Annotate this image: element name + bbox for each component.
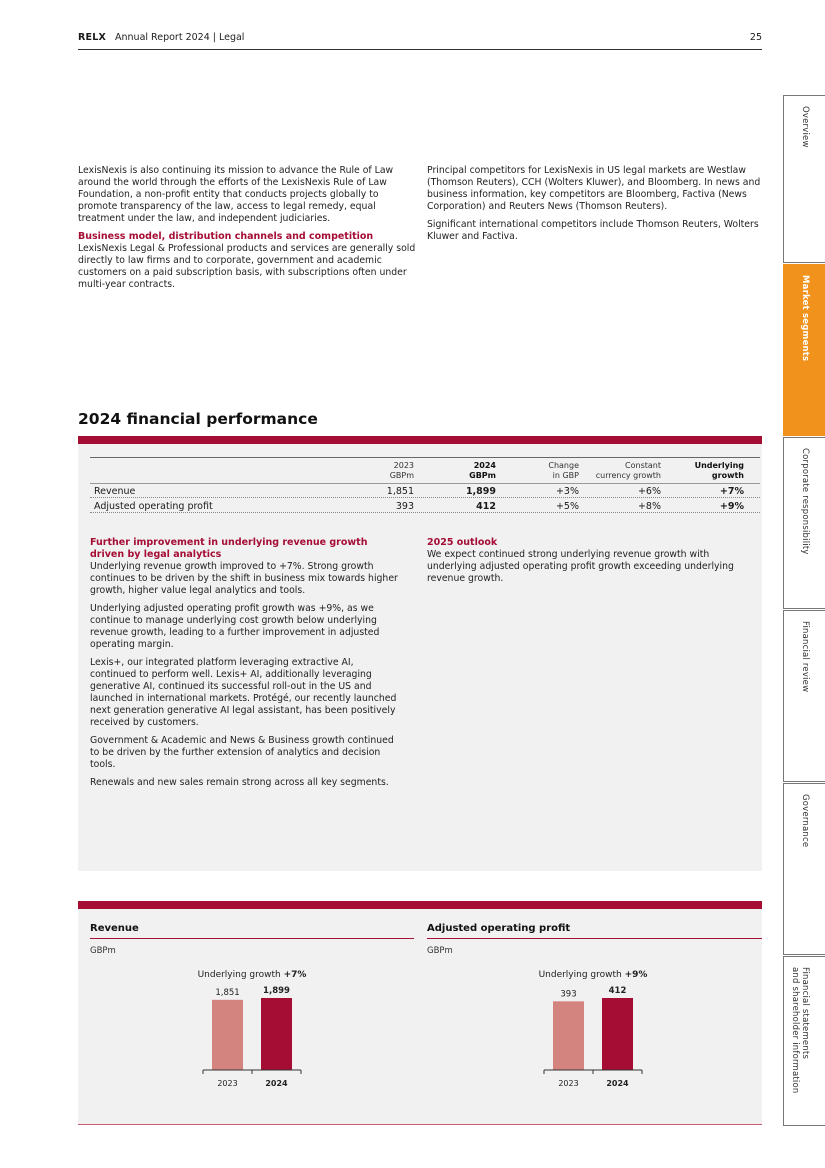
- section-title: 2024 financial performance: [78, 410, 318, 428]
- tab-financial-statements-line2: and shareholder information: [790, 967, 800, 1094]
- tab-governance[interactable]: [783, 783, 825, 955]
- tab-overview[interactable]: [783, 95, 825, 263]
- tab-financial-review[interactable]: [783, 610, 825, 782]
- tab-financial-statements-label: [790, 967, 810, 1093]
- cell-underlying: +7%: [719, 486, 744, 497]
- revenue-chart-unit: GBPm: [90, 946, 116, 956]
- col-constant-header: [596, 461, 661, 481]
- bar-2024: [602, 998, 633, 1070]
- tab-corporate-responsibility-label: Corporate responsibility: [799, 448, 810, 555]
- page-header: [78, 32, 762, 50]
- performance-commentary: [90, 537, 402, 789]
- outlook-heading: 2025 outlook: [427, 537, 498, 548]
- tab-governance-label: Governance: [799, 794, 810, 848]
- col-constant-header-l2: currency growth: [595, 471, 661, 480]
- commentary-paragraph: Underlying revenue growth improved to +7%. Strong growth continues to be driven by the shift in business mix towards higher growth, higher value legal analytics and tools.: [90, 561, 398, 596]
- tab-financial-statements[interactable]: [783, 956, 825, 1126]
- outlook-paragraph: We expect continued strong underlying revenue growth with underlying adjusted operating profit growth exceeding underlying revenue growth.: [427, 549, 734, 584]
- outlook-section: [427, 537, 737, 585]
- col-change-header-l1: Change: [548, 461, 579, 470]
- profit-chart: [427, 960, 762, 1095]
- category-label: 2023: [558, 1079, 579, 1088]
- bar-2023: [553, 1001, 584, 1070]
- page-number: 25: [749, 32, 762, 43]
- us-competitors-paragraph: Principal competitors for LexisNexis in US legal markets are Westlaw (Thomson Reuters), CCH (Wolters Kluwer), and Bloomberg. In news and business information, key competitors are Bloomberg, Factiva (News Corporation) and Reuters News (Thomson Reuters).: [427, 165, 761, 212]
- revenue-chart-title: Revenue: [90, 923, 139, 934]
- revenue-chart: [90, 960, 414, 1095]
- report-subtitle: Annual Report 2024 | Legal: [115, 32, 245, 43]
- category-label: 2024: [606, 1079, 629, 1088]
- business-model-paragraph: LexisNexis Legal & Professional products and services are generally sold directly to law firms and to corporate, government and academic customers on a paid subscription basis, with subscriptions often under multi-year contracts.: [78, 243, 416, 290]
- table-top-rule: [90, 457, 760, 458]
- analytics-heading: Further improvement in underlying revenue growth driven by legal analytics: [90, 537, 368, 560]
- value-label: 393: [560, 989, 577, 1000]
- col-change-header: [548, 461, 579, 481]
- tab-market-segments[interactable]: [783, 264, 825, 436]
- col-2024-header-l2: GBPm: [469, 471, 496, 480]
- profit-chart-rule: [427, 938, 762, 939]
- intro-right-column: [427, 165, 761, 243]
- cell-constant: +6%: [637, 486, 661, 497]
- value-label: 1,899: [263, 986, 290, 996]
- cell-2024: 412: [476, 501, 496, 512]
- col-2023-header-l1: 2023: [393, 461, 414, 470]
- col-2024-header-l1: 2024: [473, 461, 496, 470]
- profit-chart-unit: GBPm: [427, 946, 453, 956]
- col-underlying-header: [695, 461, 744, 481]
- col-underlying-header-l1: Underlying: [694, 461, 744, 470]
- intro-left-column: [78, 165, 416, 291]
- charts-accent-bar: [78, 901, 762, 909]
- growth-annotation-value: +9%: [624, 970, 648, 980]
- growth-annotation: Underlying growth +9%: [538, 970, 648, 980]
- cell-change: +5%: [555, 501, 579, 512]
- col-constant-header-l1: Constant: [625, 461, 661, 470]
- business-model-heading: Business model, distribution channels and competition: [78, 231, 374, 242]
- tab-overview-label: Overview: [799, 106, 810, 148]
- col-2024-header: [469, 461, 496, 481]
- international-competitors-paragraph: Significant international competitors include Thomson Reuters, Wolters Kluwer and Factiva.: [427, 219, 759, 242]
- profit-chart-title: Adjusted operating profit: [427, 923, 571, 934]
- cell-change: +3%: [555, 486, 579, 497]
- category-label: 2024: [265, 1079, 288, 1088]
- tab-financial-statements-line1: Financial statements: [800, 967, 810, 1060]
- brand-name: RELX: [78, 32, 106, 43]
- col-2023-header: [390, 461, 414, 481]
- tab-financial-review-label: Financial review: [799, 621, 810, 693]
- intro-rule-of-law-paragraph: LexisNexis is also continuing its mission to advance the Rule of Law around the world through the efforts of the LexisNexis Rule of Law Foundation, a non-profit entity that conducts projects globally to promote transparency of the law, access to legal remedy, equal treatment under the law, and independent judiciaries.: [78, 165, 394, 224]
- value-label: 1,851: [215, 987, 240, 998]
- commentary-paragraph: Underlying adjusted operating profit growth was +9%, as we continue to manage underlying cost growth below underlying revenue growth, leading to a further improvement in adjusted operating margin.: [90, 603, 380, 650]
- value-label: 412: [608, 986, 627, 996]
- row-label: Adjusted operating profit: [94, 501, 213, 512]
- commentary-paragraph: Renewals and new sales remain strong across all key segments.: [90, 777, 389, 788]
- row-label: Revenue: [94, 486, 136, 497]
- cell-underlying: +9%: [719, 501, 744, 512]
- table-header-rule: [90, 483, 760, 484]
- growth-annotation: Underlying growth +7%: [197, 970, 307, 980]
- cell-constant: +8%: [637, 501, 661, 512]
- bar-2024: [261, 998, 292, 1070]
- bar-2023: [212, 1000, 243, 1070]
- tab-market-segments-label: Market segments: [799, 275, 810, 362]
- cell-2023: 393: [395, 501, 414, 512]
- col-2023-header-l2: GBPm: [389, 471, 414, 480]
- col-underlying-header-l2: growth: [711, 471, 744, 480]
- growth-annotation-value: +7%: [283, 970, 307, 980]
- commentary-paragraph: Government & Academic and News & Business growth continued to be driven by the further extension of analytics and decision tools.: [90, 735, 394, 770]
- tab-corporate-responsibility[interactable]: [783, 437, 825, 609]
- revenue-chart-rule: [90, 938, 414, 939]
- cell-2024: 1,899: [465, 486, 496, 497]
- cell-2023: 1,851: [386, 486, 414, 497]
- commentary-paragraph: Lexis+, our integrated platform leveraging extractive AI, continued to perform well. Lexis+ AI, additionally leveraging generative AI, continued its successful roll-out in the US and launched in international markets. Protégé, our recently launched next generation generative AI legal assistant, has been positively received by customers.: [90, 657, 397, 728]
- col-change-header-l2: in GBP: [552, 471, 579, 480]
- table-row: [90, 500, 760, 513]
- category-label: 2023: [217, 1079, 238, 1088]
- table-row: [90, 485, 760, 498]
- panel-accent-bar: [78, 436, 762, 444]
- bottom-rule: [78, 1124, 762, 1125]
